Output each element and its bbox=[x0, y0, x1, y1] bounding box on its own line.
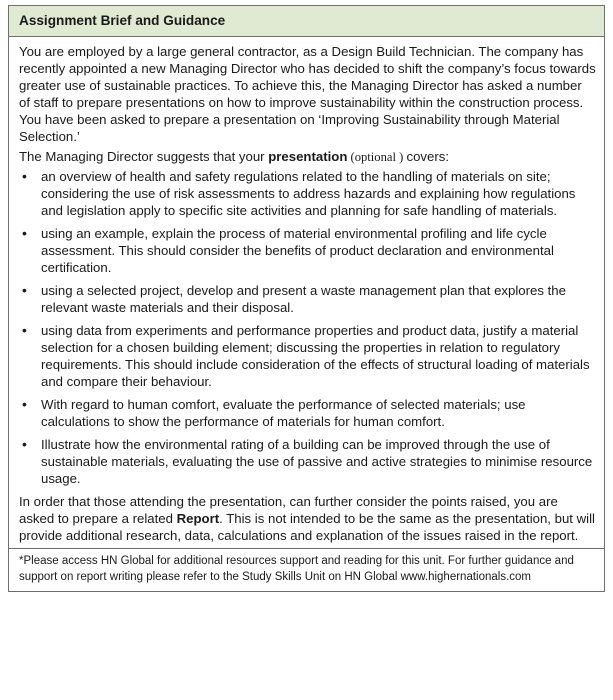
list-item bbox=[19, 225, 596, 276]
list-item-text: With regard to human comfort, evaluate the performance of selected materials; use calculations to show the performance of materials for human comfort. bbox=[41, 397, 526, 429]
list-item bbox=[19, 322, 596, 390]
intro-paragraph: You are employed by a large general contractor, as a Design Build Technician. The company has recently appointed a new Managing Director who has decided to shift the company’s focus towards greater use of sustainable practices. To achieve this, the Managing Director has asked a number of staff to prepare presentations on how to improve sustainability within the construction process. You have been asked to prepare a presentation on ‘Improving Sustainability through Material Selection.’ bbox=[19, 44, 596, 144]
suggestion-suffix: covers: bbox=[406, 149, 449, 164]
closing-suffix: . This is not intended to be the same as the presentation, but will provide additional research, data, calculations and explanation of the issues raised in the report. bbox=[19, 511, 595, 543]
closing-bold: Report bbox=[176, 511, 220, 526]
list-item-text: Illustrate how the environmental rating of a building can be improved through the use of sustainable materials, evaluating the use of passive and active strategies to minimise resource usage. bbox=[41, 437, 593, 486]
bullet-icon: • bbox=[22, 436, 27, 452]
closing-paragraph bbox=[19, 493, 596, 544]
list-item bbox=[19, 436, 596, 487]
bullet-icon: • bbox=[22, 168, 27, 184]
list-item bbox=[19, 282, 596, 316]
bullet-icon: • bbox=[22, 225, 27, 241]
suggestion-bold: presentation bbox=[268, 149, 348, 164]
suggestion-line bbox=[19, 148, 596, 166]
list-item-text: using data from experiments and performance properties and product data, justify a material selection for a chosen building element; discussing the properties in relation to regulatory requirements. This should include consideration of the effects of structural loading of materials and compare their behaviour. bbox=[41, 323, 590, 389]
brief-body bbox=[9, 37, 604, 548]
list-item bbox=[19, 396, 596, 430]
bullet-icon: • bbox=[22, 322, 27, 338]
list-item-text: using a selected project, develop and present a waste management plan that explores the relevant waste materials and their disposal. bbox=[41, 283, 566, 315]
optional-note: (optional ) bbox=[347, 150, 407, 164]
list-item bbox=[19, 168, 596, 219]
list-item-text: an overview of health and safety regulations related to the handling of materials on site; considering the use of risk assessments to address hazards and explaining how regulations and legislation apply to specific site activities and planning for safe handling of materials. bbox=[41, 169, 576, 218]
bullet-icon: • bbox=[22, 396, 27, 412]
bullet-icon: • bbox=[22, 282, 27, 298]
suggestion-prefix: The Managing Director suggests that your bbox=[19, 149, 269, 164]
list-item-text: using an example, explain the process of material environmental profiling and life cycle assessment. This should consider the benefits of product declaration and environmental certification. bbox=[41, 226, 554, 275]
closing-prefix: In order that those attending the presentation, can further consider the points raised, you are asked to prepare a related bbox=[19, 494, 558, 526]
assignment-brief-panel bbox=[8, 5, 605, 592]
topic-list bbox=[19, 168, 596, 487]
footer-note: *Please access HN Global for additional resources support and reading for this unit. For further guidance and support on report writing please refer to the Study Skills Unit on HN Global www.highernationals.com bbox=[9, 548, 604, 591]
section-title: Assignment Brief and Guidance bbox=[9, 6, 604, 37]
